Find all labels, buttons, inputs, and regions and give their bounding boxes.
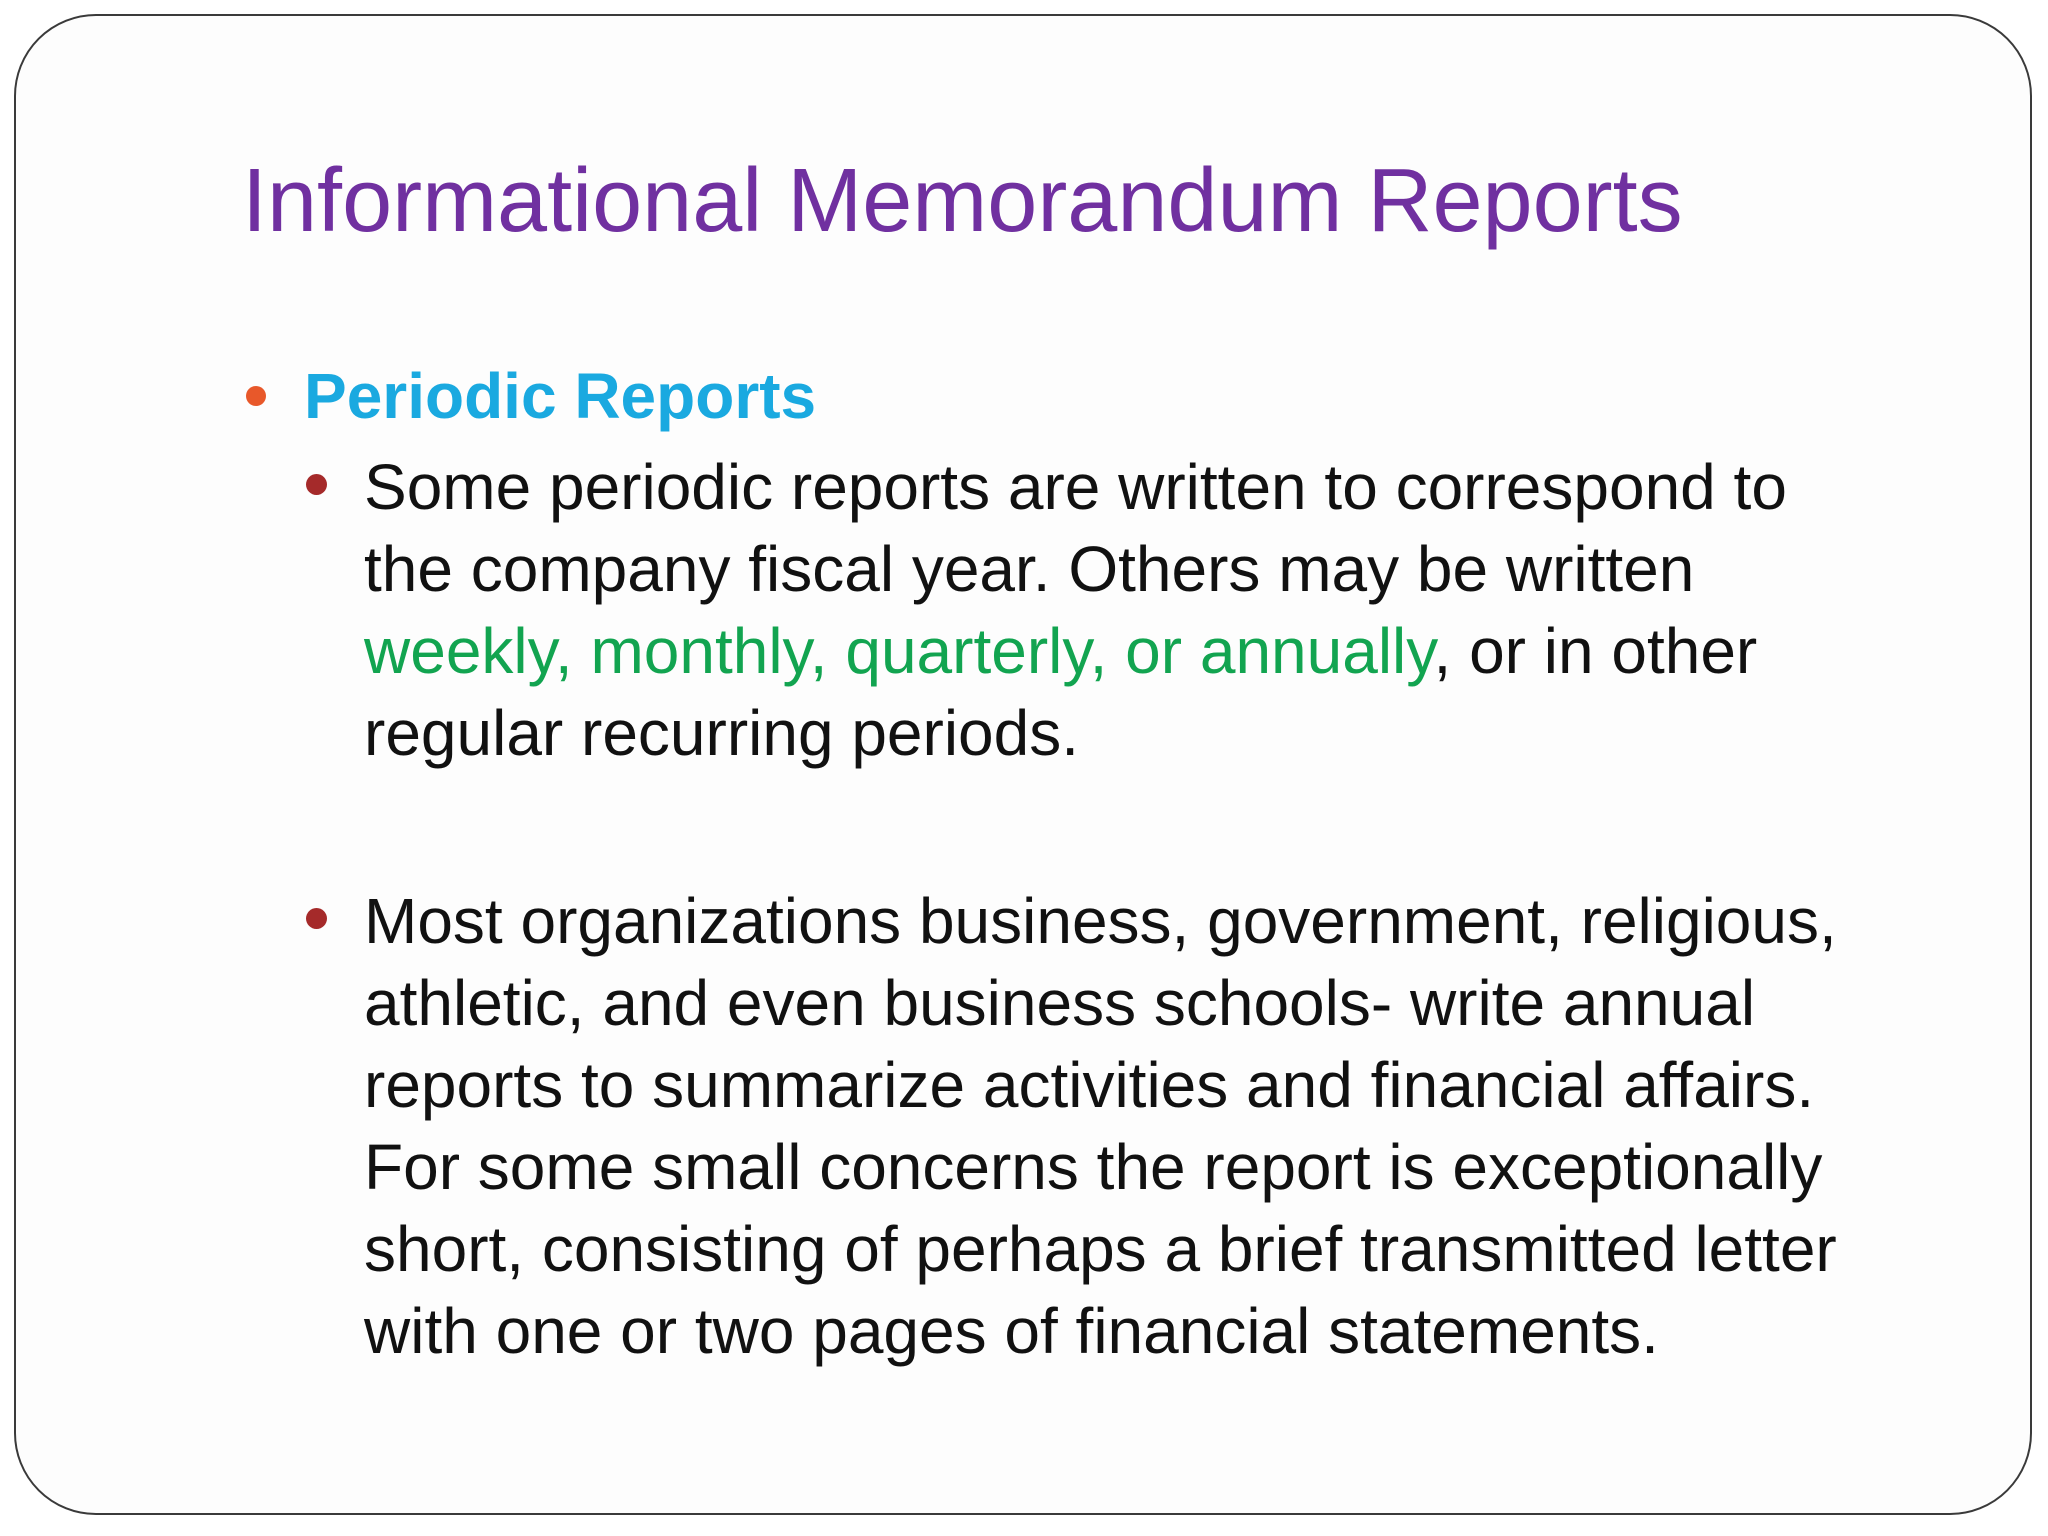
section-heading: Periodic Reports xyxy=(304,360,817,432)
paragraph-line: athletic, and even business schools- write annual xyxy=(364,967,1756,1039)
paragraph-line: short, consisting of perhaps a brief transmitted letter xyxy=(364,1213,1837,1285)
slide-frame xyxy=(14,14,2032,1515)
bullet-paragraph-1 xyxy=(364,446,1984,774)
bullet-dot-icon xyxy=(306,474,327,495)
paragraph-line: Most organizations business, government, religious, xyxy=(364,885,1837,957)
paragraph-line xyxy=(364,610,1984,692)
slide-title: Informational Memorandum Reports xyxy=(242,151,1683,251)
bullet-dot-icon xyxy=(246,386,266,406)
paragraph-line: Some periodic reports are written to correspond to xyxy=(364,451,1787,523)
paragraph-line: For some small concerns the report is exceptionally xyxy=(364,1131,1823,1203)
bullet-dot-icon xyxy=(306,908,327,929)
highlighted-frequencies: weekly, monthly, quarterly, or annually xyxy=(364,615,1434,687)
bullet-paragraph-2 xyxy=(364,880,1984,1372)
paragraph-text: , or in other xyxy=(1433,615,1758,687)
paragraph-line: reports to summarize activities and financial affairs. xyxy=(364,1049,1815,1121)
paragraph-line: regular recurring periods. xyxy=(364,697,1079,769)
paragraph-line: with one or two pages of financial statements. xyxy=(364,1295,1659,1367)
paragraph-line: the company fiscal year. Others may be written xyxy=(364,533,1695,605)
